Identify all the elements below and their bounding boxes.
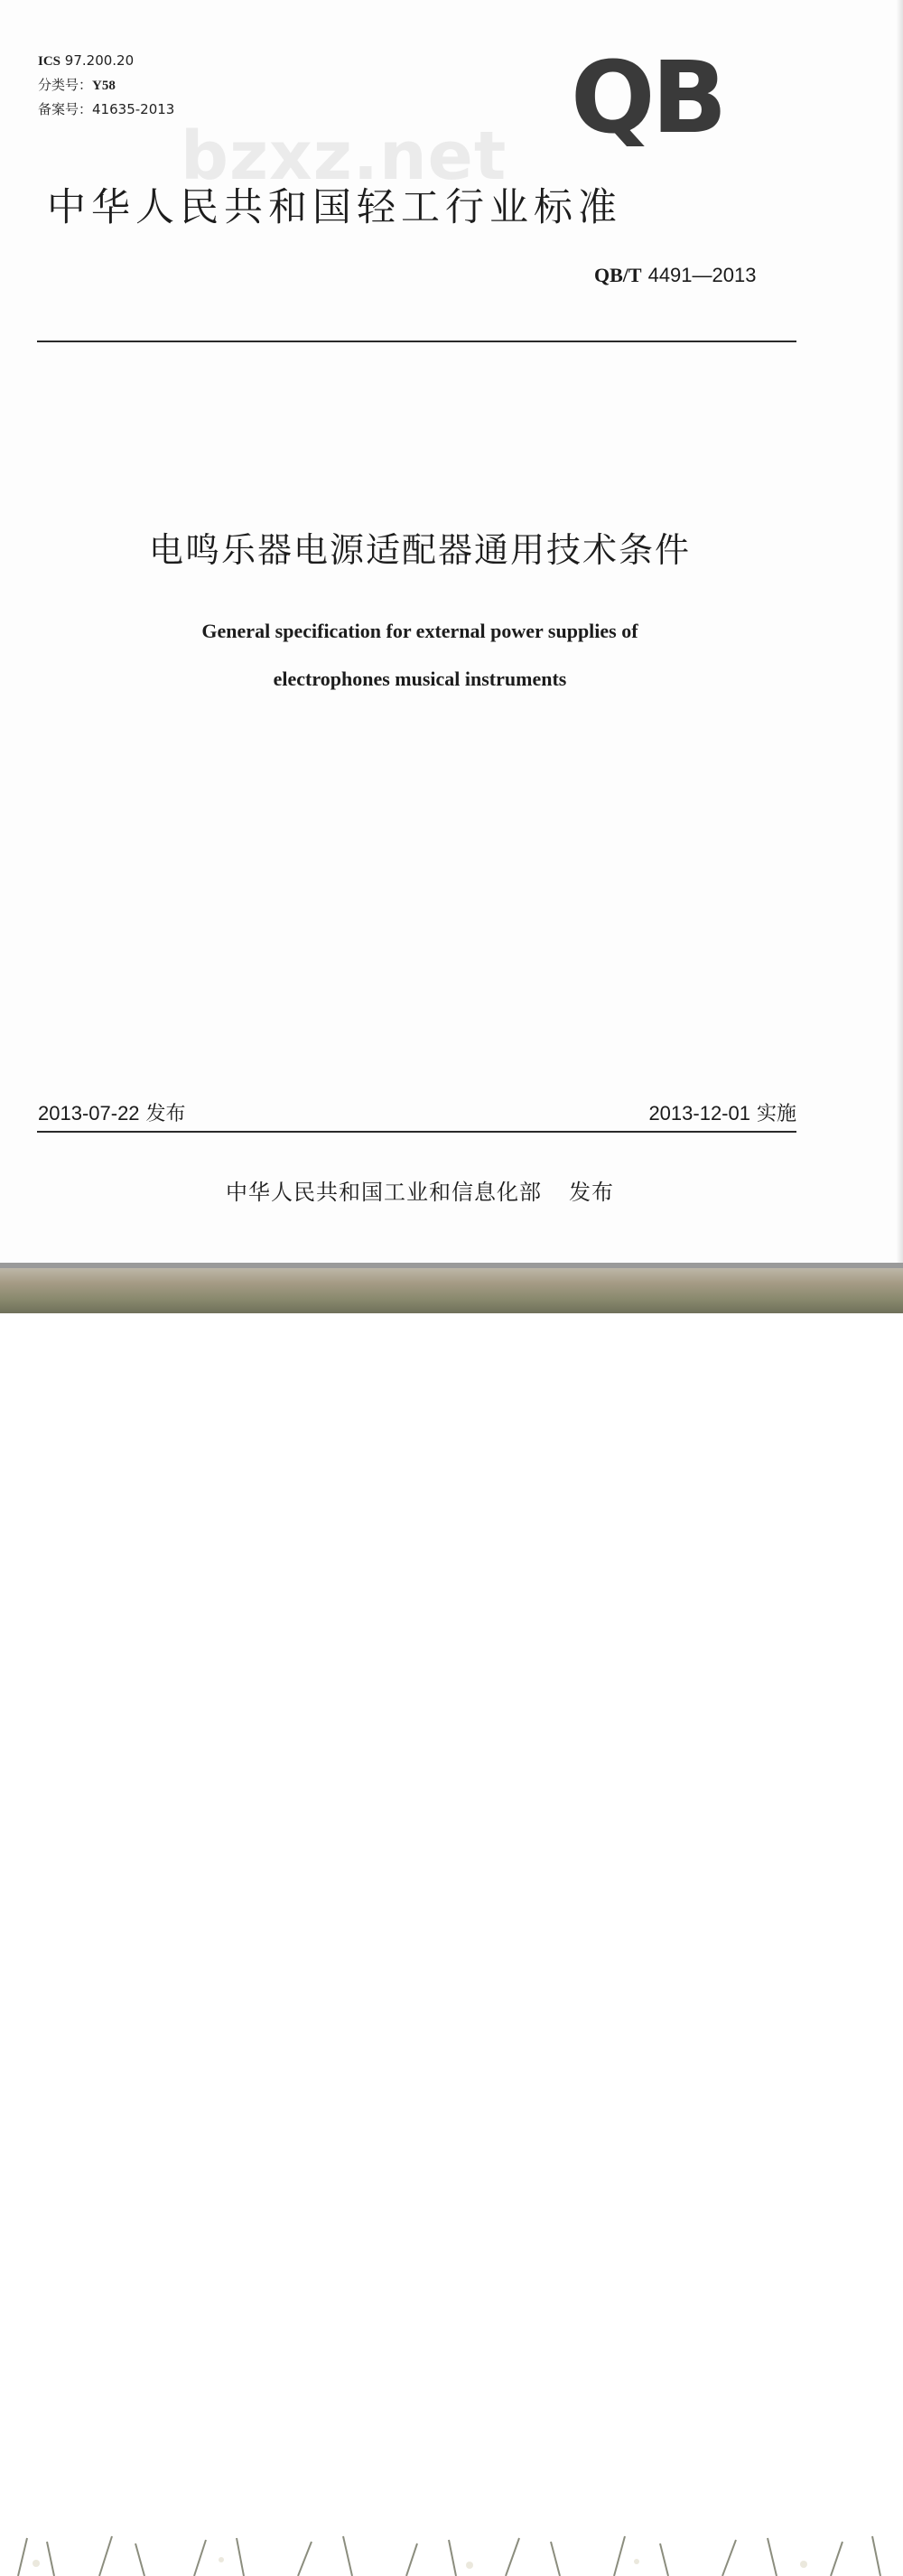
classification-value: Y58: [92, 79, 116, 93]
background-photo-strip: [0, 1263, 903, 1313]
record-value: 41635-2013: [92, 101, 175, 117]
document-title-en-line2: electrophones musical instruments: [273, 667, 567, 690]
grass-image: [0, 2534, 903, 2576]
publisher-name: 中华人民共和国工业和信息化部: [226, 1180, 542, 1205]
record-label: 备案号：: [38, 101, 93, 117]
classification-number: [38, 73, 116, 98]
standard-code: [594, 264, 756, 287]
ics-value: 97.200.20: [64, 52, 135, 69]
implement-date: [648, 1098, 796, 1126]
issue-label: 发布: [145, 1103, 186, 1125]
page-edge-shadow: [896, 0, 903, 1265]
record-number: [38, 98, 174, 122]
issue-date: [38, 1098, 186, 1126]
document-title-cn: 电鸣乐器电源适配器通用技术条件: [148, 530, 691, 570]
ics-code: [38, 49, 134, 74]
top-divider: [37, 341, 796, 342]
implement-date-value: 2013-12-01: [648, 1102, 750, 1125]
watermark: bzxz.net: [181, 117, 507, 195]
standard-title: 中华人民共和国轻工行业标准: [47, 185, 622, 230]
standard-code-prefix: QB/T: [594, 264, 642, 286]
issue-date-value: 2013-07-22: [38, 1102, 140, 1125]
publisher-action: 发布: [569, 1180, 614, 1205]
qb-logo: [571, 40, 738, 155]
ics-label: ICS: [38, 54, 61, 69]
document-title-en-line1: General specification for external power supplies of: [201, 620, 638, 642]
bottom-divider: [37, 1131, 796, 1133]
publisher: [0, 1174, 840, 1206]
standard-code-number: 4491—2013: [647, 264, 757, 286]
implement-label: 实施: [756, 1103, 796, 1125]
classification-label: 分类号：: [38, 77, 93, 93]
qb-logo-text: QB: [571, 40, 724, 155]
